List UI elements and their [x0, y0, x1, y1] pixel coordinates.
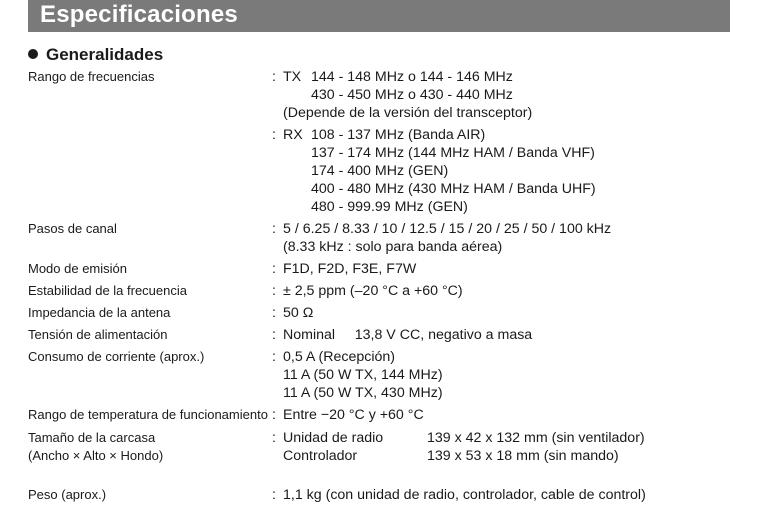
colon: :	[272, 327, 276, 343]
colon: :	[272, 487, 276, 503]
colon: :	[272, 127, 276, 143]
colon: :	[272, 69, 276, 85]
temperature-label: Rango de temperatura de funcionamiento	[28, 407, 268, 422]
colon: :	[272, 407, 276, 423]
rx-line-2: 137 - 174 MHz (144 MHz HAM / Banda VHF)	[311, 145, 595, 161]
page-title: Especificaciones	[40, 1, 238, 28]
impedance-label: Impedancia de la antena	[28, 305, 171, 320]
bullet-icon	[28, 49, 38, 59]
stability-value: ± 2,5 ppm (–20 °C a +60 °C)	[283, 283, 463, 299]
channel-steps-line-2: (8.33 kHz : solo para banda aérea)	[283, 239, 503, 255]
colon: :	[272, 305, 276, 321]
tx-line-1: 144 - 148 MHz o 144 - 146 MHz	[311, 69, 513, 85]
colon: :	[272, 283, 276, 299]
rx-line-5: 480 - 999.99 MHz (GEN)	[311, 199, 468, 215]
case-size-label: Tamaño de la carcasa	[28, 430, 156, 445]
case-size-sublabel: (Ancho × Alto × Hondo)	[28, 448, 164, 463]
colon: :	[272, 261, 276, 277]
channel-steps-label: Pasos de canal	[28, 221, 117, 236]
current-label: Consumo de corriente (aprox.)	[28, 349, 205, 364]
section-title: Generalidades	[46, 45, 164, 64]
case-row-2-name: Controlador	[283, 448, 358, 464]
temperature-value: Entre −20 °C y +60 °C	[283, 407, 424, 423]
voltage-label: Tensión de alimentación	[28, 327, 168, 342]
channel-steps-line-1: 5 / 6.25 / 8.33 / 10 / 12.5 / 15 / 20 / 25 / 50 / 100 kHz	[283, 221, 612, 237]
tx-prefix: TX	[283, 69, 302, 85]
colon: :	[272, 221, 276, 237]
case-row-2-value: 139 x 53 x 18 mm (sin mando)	[427, 448, 619, 464]
weight-value: 1,1 kg (con unidad de radio, controlador, cable de control)	[283, 487, 646, 503]
rx-line-4: 400 - 480 MHz (430 MHz HAM / Banda UHF)	[311, 181, 596, 197]
stability-label: Estabilidad de la frecuencia	[28, 283, 187, 298]
freq-range-label: Rango de frecuencias	[28, 69, 155, 84]
colon: :	[272, 349, 276, 365]
voltage-value: Nominal 13,8 V CC, negativo a masa	[283, 327, 533, 343]
tx-note: (Depende de la versión del transceptor)	[283, 105, 533, 121]
rx-line-3: 174 - 400 MHz (GEN)	[311, 163, 449, 179]
emission-value: F1D, F2D, F3E, F7W	[283, 261, 417, 277]
current-line-1: 0,5 A (Recepción)	[283, 349, 395, 365]
case-row-1-name: Unidad de radio	[283, 430, 384, 446]
case-row-1-value: 139 x 42 x 132 mm (sin ventilador)	[427, 430, 645, 446]
section-heading	[28, 44, 163, 66]
rx-prefix: RX	[283, 127, 303, 143]
weight-label: Peso (aprox.)	[28, 487, 107, 502]
impedance-value: 50 Ω	[283, 305, 314, 321]
header-bar	[28, 0, 730, 32]
current-line-3: 11 A (50 W TX, 430 MHz)	[283, 385, 443, 401]
colon: :	[272, 430, 276, 446]
rx-line-1: 108 - 137 MHz (Banda AIR)	[311, 127, 486, 143]
emission-label: Modo de emisión	[28, 261, 127, 276]
tx-line-2: 430 - 450 MHz o 430 - 440 MHz	[311, 87, 513, 103]
current-line-2: 11 A (50 W TX, 144 MHz)	[283, 367, 443, 383]
